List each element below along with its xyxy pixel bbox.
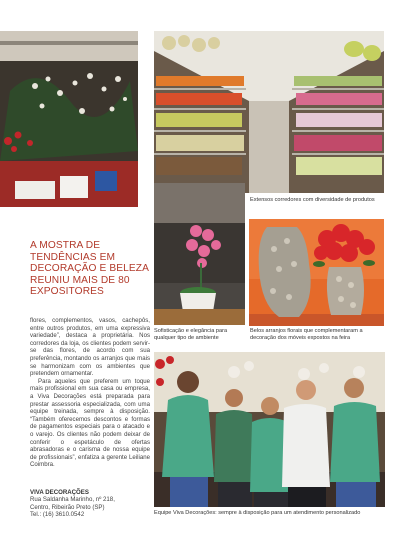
- orchid-photo: [154, 183, 245, 325]
- contact-address-line2: Centro, Ribeirão Preto (SP): [30, 503, 105, 511]
- caption-team: Equipe Viva Decorações: sempre à disposição para um atendimento personalizado: [154, 510, 361, 516]
- contact-address-line1: Rua Saldanha Marinho, nº 218,: [30, 496, 115, 504]
- body-paragraph-1: flores, complementos, vasos, cachepôs, entre outros produtos, em uma expressiva variedade”, destaca a proprietária. Nos corredores da loja, os clientes podem servir-se das flores, de acordo com sua preferência, montando os arranjos que mais se harmonizam com os ambientes que pretendem ornamentar.: [30, 317, 150, 378]
- vases-photo: [249, 219, 384, 326]
- body-paragraph-2: Para aqueles que preferem um toque mais profissional em sua casa ou empresa, a Viva Decorações está preparada para prestar assessoria especializada, com uma equipe treinada, sempre à disposição. “Também oferecemos descontos e formas de pagamentos especiais para o atacado e o varejo. Os clientes não podem deixar de conferir o espetáculo de ofertas abrasadoras e o carisma de nossa equipe de profissionais”, enfatiza a gerente Leiliane Coimbra.: [30, 377, 150, 469]
- corridors-photo: [154, 31, 384, 193]
- article-headline: A MOSTRA DE TENDÊNCIAS EM DECORAÇÃO E BELEZA REUNIU MAIS DE 80 EXPOSITORES: [30, 240, 149, 298]
- caption-orchid: Sofisticação e elegância para qualquer tipo de ambiente: [154, 328, 228, 341]
- caption-corridors: Extensos corredores com diversidade de produtos: [250, 197, 375, 203]
- article-body: [30, 317, 150, 469]
- team-photo: [154, 352, 385, 507]
- caption-vases: Belos arranjos florais que complementaram a decoração dos móveis expostos na feira: [250, 328, 363, 341]
- contact-block: [30, 489, 154, 518]
- contact-name: VIVA DECORAÇÕES: [30, 489, 89, 496]
- contact-phone: Tel.: (16) 3610.0542: [30, 510, 85, 518]
- exhibition-photo: [0, 31, 138, 207]
